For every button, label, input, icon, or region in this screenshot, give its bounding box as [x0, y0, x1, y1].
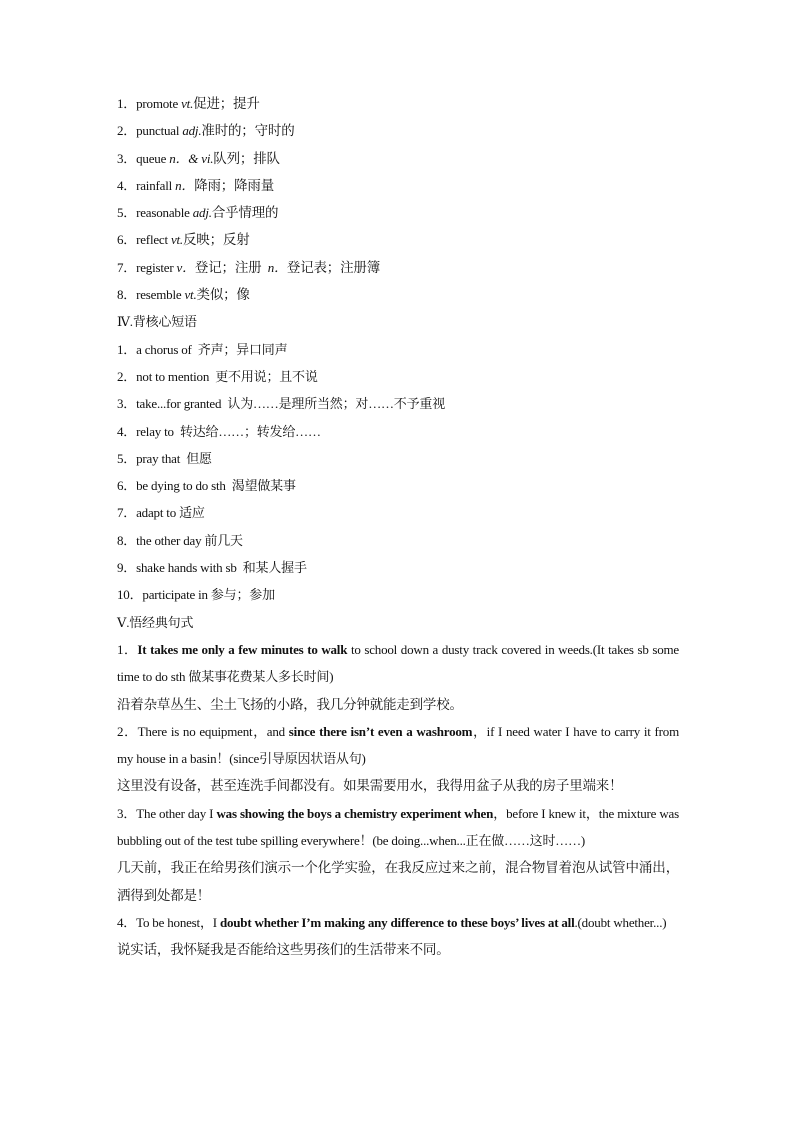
vocab-word: promote: [136, 96, 182, 111]
vocab-meaning-2: 登记表；注册簿: [286, 259, 380, 275]
item-number: 7．: [117, 505, 137, 521]
vocab-word: register: [136, 259, 177, 275]
key-structure: It takes me only a few minutes to walk: [137, 641, 348, 657]
phrase-text: a chorus of 齐声；异口同声: [136, 341, 288, 357]
part-of-speech: n．: [175, 177, 195, 193]
sentence-3-english: [117, 800, 679, 855]
part-of-speech: adj.: [192, 205, 212, 221]
phrase-item: [117, 499, 679, 526]
sentence-3-translation: 几天前，我正在给男孩们演示一个化学实验，在我反应过来之前，混合物冒着泡从试管中涌出，洒得到处都是！: [117, 860, 679, 903]
vocab-item: [117, 145, 679, 172]
item-number: 4．: [117, 177, 137, 193]
phrase-text: adapt to 适应: [136, 505, 205, 521]
sentence-2-translation: 这里没有设备，甚至连洗手间都没有。如果需要用水，我得用盆子从我的房子里端来！: [117, 778, 623, 794]
key-structure: was showing the boys a chemistry experiment when: [216, 805, 494, 821]
item-number: 10．: [117, 587, 143, 603]
sentence-pre: There is no equipment，and: [137, 723, 289, 739]
item-number: 3．: [117, 805, 137, 821]
sentence-rest: ，before I knew it，the mixture was bubbling out of the test tube spilling everywhere！(be doing...when...正在做……这时……): [117, 805, 679, 849]
phrase-text: participate in 参与；参加: [142, 587, 275, 603]
part-of-speech-2: n．: [267, 259, 287, 275]
part-of-speech: adj.: [182, 123, 202, 139]
vocab-word: queue: [136, 150, 170, 166]
item-number: 6．: [117, 232, 137, 248]
sentence-pre: To be honest，I: [136, 914, 220, 930]
item-number: 8．: [117, 287, 137, 303]
sentence-4-translation: 说实话，我怀疑我是否能给这些男孩们的生活带来不同。: [117, 942, 450, 958]
phrase-item: [117, 418, 679, 445]
vocab-item: [117, 226, 679, 253]
vocab-meaning: 类似；像: [196, 287, 250, 303]
item-number: 9．: [117, 560, 137, 576]
sentence-4-english: [117, 909, 679, 936]
item-number: 6．: [117, 478, 137, 494]
vocab-word: punctual: [136, 123, 183, 139]
item-number: 4．: [117, 914, 137, 930]
item-number: 5．: [117, 450, 137, 466]
vocab-item: [117, 199, 679, 226]
sentence-rest: to school down a dusty track covered in weeds.(It takes sb some time to do sth 做某事花费某人多长时间): [117, 641, 679, 685]
item-number: 3．: [117, 396, 137, 412]
key-structure: since there isn’t even a washroom: [288, 723, 473, 739]
sentence-rest: .(doubt whether...): [574, 914, 667, 930]
vocab-word: resemble: [136, 287, 185, 303]
vocab-item: [117, 172, 679, 199]
key-structure: doubt whether I’m making any difference to these boys’ lives at all: [219, 914, 575, 930]
vocab-word: reasonable: [136, 205, 193, 221]
part-of-speech: vt.: [170, 232, 183, 248]
sentence-2-english: [117, 718, 679, 773]
sentence-1-translation: 沿着杂草丛生、尘土飞扬的小路，我几分钟就能走到学校。: [117, 696, 463, 712]
phrase-text: be dying to do sth 渴望做某事: [136, 478, 296, 494]
vocab-meaning: 合乎情理的: [211, 205, 279, 221]
phrase-text: shake hands with sb 和某人握手: [136, 560, 307, 576]
sentence-pre: The other day I: [136, 805, 217, 821]
item-number: 2．: [117, 123, 137, 139]
vocab-meaning: 反映；反射: [183, 232, 250, 248]
sentence-rest: ，if I need water I have to carry it from my house in a basin！(since引导原因状语从句): [117, 723, 679, 767]
vocab-word: reflect: [136, 232, 171, 248]
vocab-meaning: 促进；提升: [193, 96, 260, 111]
vocab-meaning: 降雨；降雨量: [194, 177, 275, 193]
phrase-text: take...for granted 认为……是理所当然；对……不予重视: [136, 396, 446, 412]
item-number: 2．: [117, 723, 138, 739]
phrase-item: [117, 390, 679, 417]
phrase-item: [117, 527, 679, 554]
phrase-item: [117, 554, 679, 581]
phrase-text: the other day 前几天: [136, 532, 243, 548]
item-number: 8．: [117, 532, 137, 548]
vocab-item: [117, 90, 679, 117]
phrase-text: not to mention 更不用说；且不说: [136, 368, 318, 384]
part-of-speech: vt.: [181, 96, 194, 111]
phrase-item: [117, 472, 679, 499]
item-number: 5．: [117, 205, 137, 221]
vocab-item: [117, 117, 679, 144]
sentence-1-english: [117, 636, 679, 691]
vocab-meaning: 登记；注册: [194, 259, 268, 275]
vocab-meaning: 准时的；守时的: [201, 123, 295, 139]
item-number: 3．: [117, 150, 137, 166]
phrase-item: [117, 445, 679, 472]
phrase-item: [117, 581, 679, 608]
vocab-meaning: 队列；排队: [213, 150, 280, 166]
item-number: 2．: [117, 368, 137, 384]
section-heading-sentences: Ⅴ.悟经典句式: [117, 614, 194, 630]
phrase-item: [117, 363, 679, 390]
item-number: 1．: [117, 641, 138, 657]
vocab-word: rainfall: [136, 177, 176, 193]
item-number: 4．: [117, 423, 137, 439]
item-number: 1．: [117, 96, 137, 111]
vocab-item: [117, 281, 679, 308]
vocab-item: [117, 254, 679, 281]
phrase-text: pray that 但愿: [136, 450, 212, 466]
part-of-speech: v．: [176, 259, 195, 275]
item-number: 1．: [117, 341, 137, 357]
phrase-text: relay to 转达给……；转发给……: [136, 423, 321, 439]
part-of-speech: vt.: [184, 287, 197, 303]
part-of-speech: n．& vi.: [169, 150, 214, 166]
section-heading-phrases: Ⅳ.背核心短语: [117, 314, 197, 330]
phrase-item: [117, 336, 679, 363]
item-number: 7．: [117, 259, 137, 275]
page-content: [117, 90, 679, 964]
